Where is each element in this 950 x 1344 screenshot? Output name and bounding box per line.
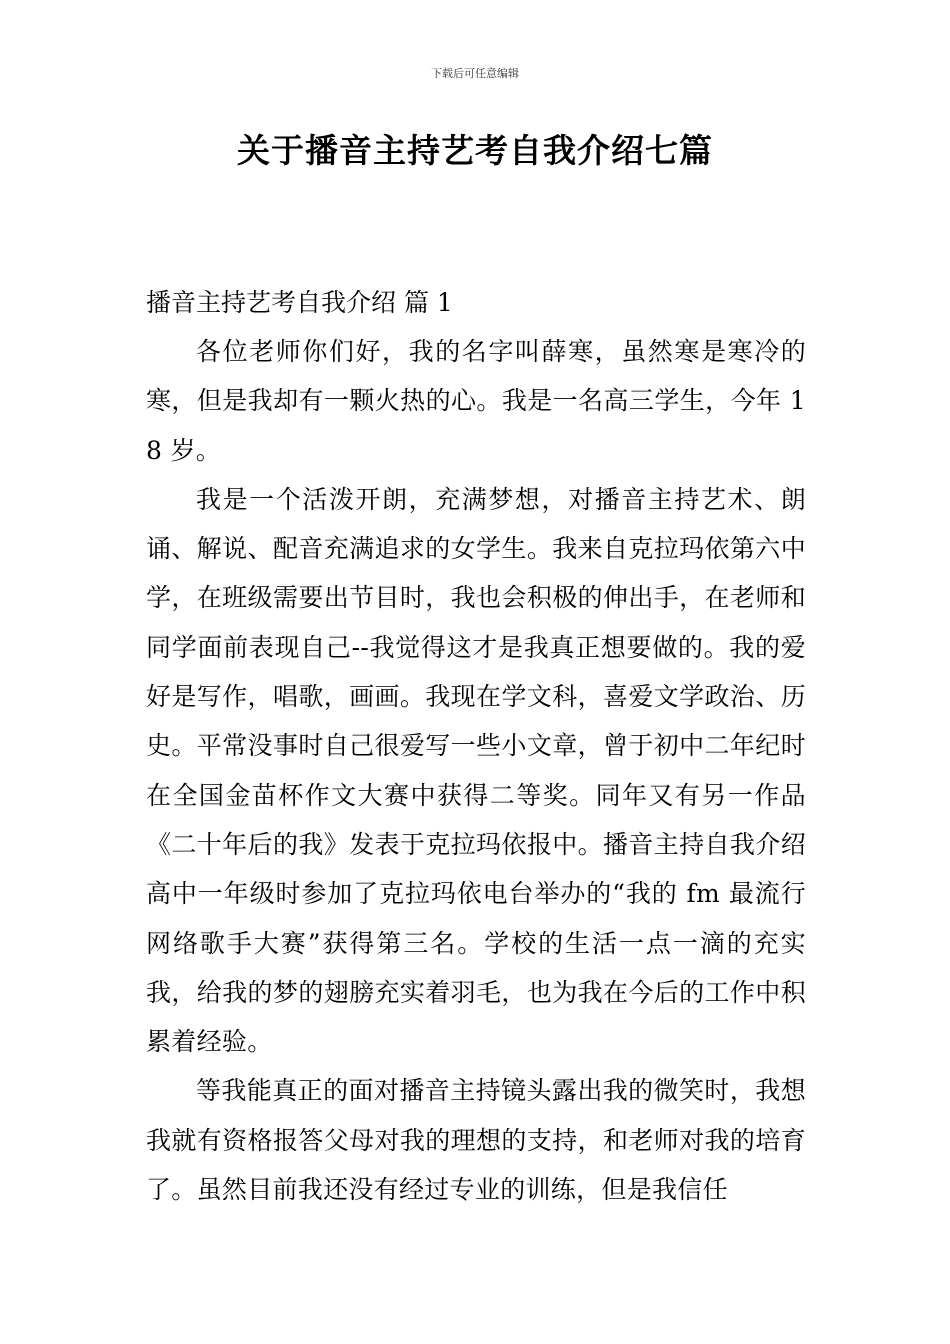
document-body (146, 278, 806, 1214)
document-title: 关于播音主持艺考自我介绍七篇 (237, 131, 713, 170)
paragraph-2: 我是一个活泼开朗，充满梦想，对播音主持艺术、朗诵、解说、配音充满追求的女学生。我来自克拉玛依第六中学，在班级需要出节目时，我也会积极的伸出手，在老师和同学面前表现自己--我觉得这才是我真正想要做的。我的爱好是写作，唱歌，画画。我现在学文科，喜爱文学政治、历史。平常没事时自己很爱写一些小文章，曾于初中二年纪时在全国金苗杯作文大赛中获得二等奖。同年又有另一作品《二十年后的我》发表于克拉玛依报中。播音主持自我介绍高中一年级时参加了克拉玛依电台举办的“我的 fm 最流行网络歌手大赛”获得第三名。学校的生活一点一滴的充实我，给我的梦的翅膀充实着羽毛，也为我在今后的工作中积累着经验。 (146, 484, 806, 1057)
paragraph-3: 等我能真正的面对播音主持镜头露出我的微笑时，我想我就有资格报答父母对我的理想的支持，和老师对我的培育了。虽然目前我还没有经过专业的训练，但是我信任 (146, 1076, 806, 1205)
header-note: 下载后可任意编辑 (431, 67, 519, 80)
paragraph-1: 各位老师你们好，我的名字叫薛寒，虽然寒是寒冷的寒，但是我却有一颗火热的心。我是一名高三学生，今年 18 岁。 (146, 337, 806, 465)
section-heading: 播音主持艺考自我介绍 篇 1 (146, 288, 453, 317)
